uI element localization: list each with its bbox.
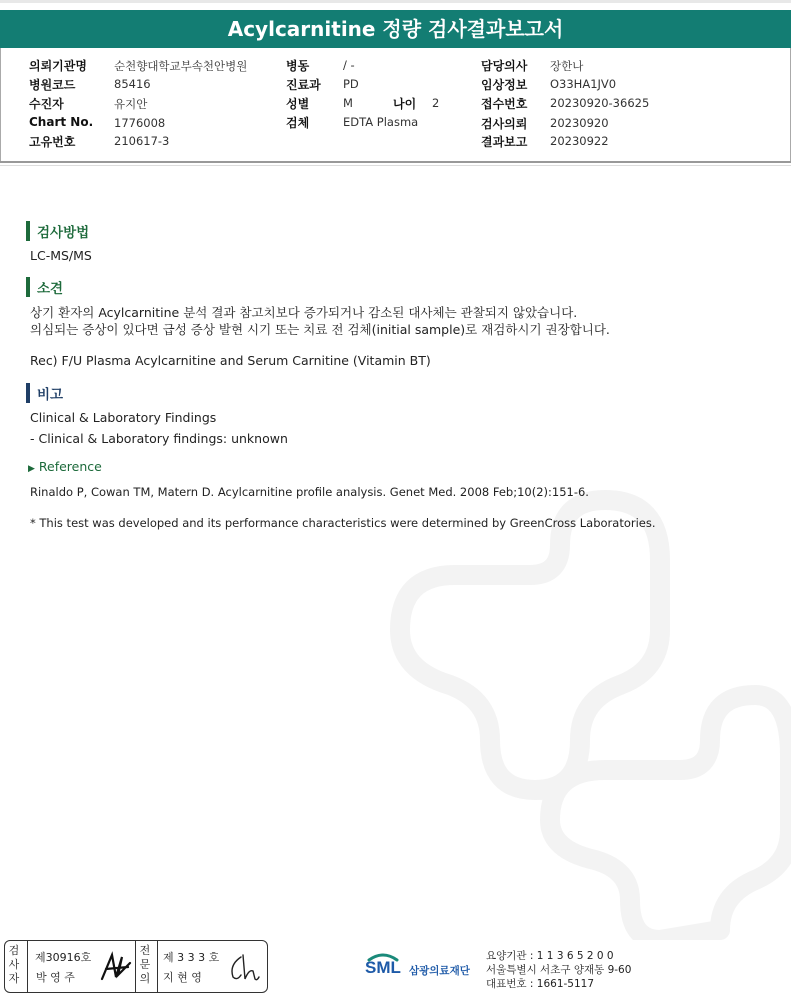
reference-citation: Rinaldo P, Cowan TM, Matern D. Acylcarnitine profile analysis. Genet Med. 2008 Feb;10(2):151-6. [30,485,589,499]
info-value-clinical-info: O33HA1JV0 [550,77,617,91]
info-label-chart-no: Chart No. [29,115,94,129]
signature-divider-3 [157,941,158,992]
info-value-specimen: EDTA Plasma [343,115,419,129]
info-label-hospital-code: 병원코드 [29,78,76,92]
info-label-institution: 의뢰기관명 [29,59,87,73]
info-label-specimen: 검체 [286,116,310,130]
info-value-ward: / - [343,58,355,72]
info-value-institution: 순천향대학교부속천안병원 [114,59,248,73]
findings-line-2: 의심되는 증상이 있다면 급성 증상 발현 시기 또는 치료 전 검체(initial sample)로 재검하시기 권장합니다. [30,322,610,337]
reporter-role-label [137,944,153,986]
info-label-request-date: 검사의뢰 [481,117,528,131]
info-label-patient: 수진자 [29,97,64,111]
signature-box [4,940,268,993]
remarks-heading: 비고 [26,383,63,403]
info-label-unique-no: 고유번호 [29,135,76,149]
reporter-license: 제 3 3 3 호 [163,951,220,964]
tester-role-text: 검사자 [8,944,20,985]
findings-recommendation: Rec) F/U Plasma Acylcarnitine and Serum Carnitine (Vitamin BT) [30,353,431,368]
info-value-department: PD [343,77,359,91]
remarks-line-1: Clinical & Laboratory Findings [30,410,217,425]
info-value-doctor: 장한나 [550,59,584,73]
tester-role-label [6,944,22,986]
info-value-request-date: 20230920 [550,116,609,130]
lab-phone: 대표번호 : 1661-5117 [486,978,595,990]
info-label-age: 나이 [393,97,417,111]
reporter-name: 지 현 영 [163,971,202,984]
lab-name: 삼광의료재단 [409,965,470,977]
info-label-ward: 병동 [286,59,310,73]
watermark-logo-icon [360,470,791,940]
tester-name: 박 영 주 [36,971,75,984]
info-border-left [0,48,1,161]
info-label-doctor: 담당의사 [481,59,528,73]
findings-heading: 소견 [26,277,63,297]
info-value-report-date: 20230922 [550,134,609,148]
tester-signature-icon [98,949,134,985]
info-value-hospital-code: 85416 [114,77,151,91]
info-label-clinical-info: 임상정보 [481,78,528,92]
info-divider-light [0,165,791,166]
signature-divider-1 [27,941,28,992]
info-divider [0,161,791,163]
remarks-line-2: - Clinical & Laboratory findings: unknown [30,431,288,446]
tester-license: 제30916호 [35,951,92,964]
info-label-department: 진료과 [286,78,321,92]
info-value-patient: 유지안 [114,97,148,111]
info-label-sex: 성별 [286,97,310,111]
method-heading: 검사방법 [26,221,89,241]
method-text: LC-MS/MS [30,248,92,263]
test-development-note: * This test was developed and its performance characteristics were determined by GreenCross Laboratories. [30,516,656,530]
reference-label: Reference [38,459,102,474]
info-value-unique-no: 210617-3 [114,134,170,148]
info-value-chart-no: 1776008 [114,116,166,130]
reporter-role-text: 전문의 [139,944,151,985]
triangle-right-icon: ▶ [28,464,35,474]
info-value-age: 2 [432,96,440,110]
signature-divider-2 [135,941,136,992]
lab-institution-code: 요양기관 : 1 1 3 6 5 2 0 0 [486,950,614,962]
info-label-report-date: 결과보고 [481,135,528,149]
info-value-sex: M [343,96,353,110]
findings-line-1: 상기 환자의 Acylcarnitine 분석 결과 참고치보다 증가되거나 감소된 대사체는 관찰되지 않았습니다. [30,305,578,320]
sml-logo-text: SML [365,958,401,977]
report-title: Acylcarnitine 정량 검사결과보고서 [0,10,791,48]
lab-address: 서울특별시 서초구 양재동 9-60 [486,964,632,976]
sml-logo [363,948,483,988]
top-rule [0,0,791,3]
info-label-receipt-no: 접수번호 [481,97,528,111]
info-value-receipt-no: 20230920-36625 [550,96,650,110]
reporter-signature-icon [225,951,261,985]
reference-heading [28,459,102,474]
